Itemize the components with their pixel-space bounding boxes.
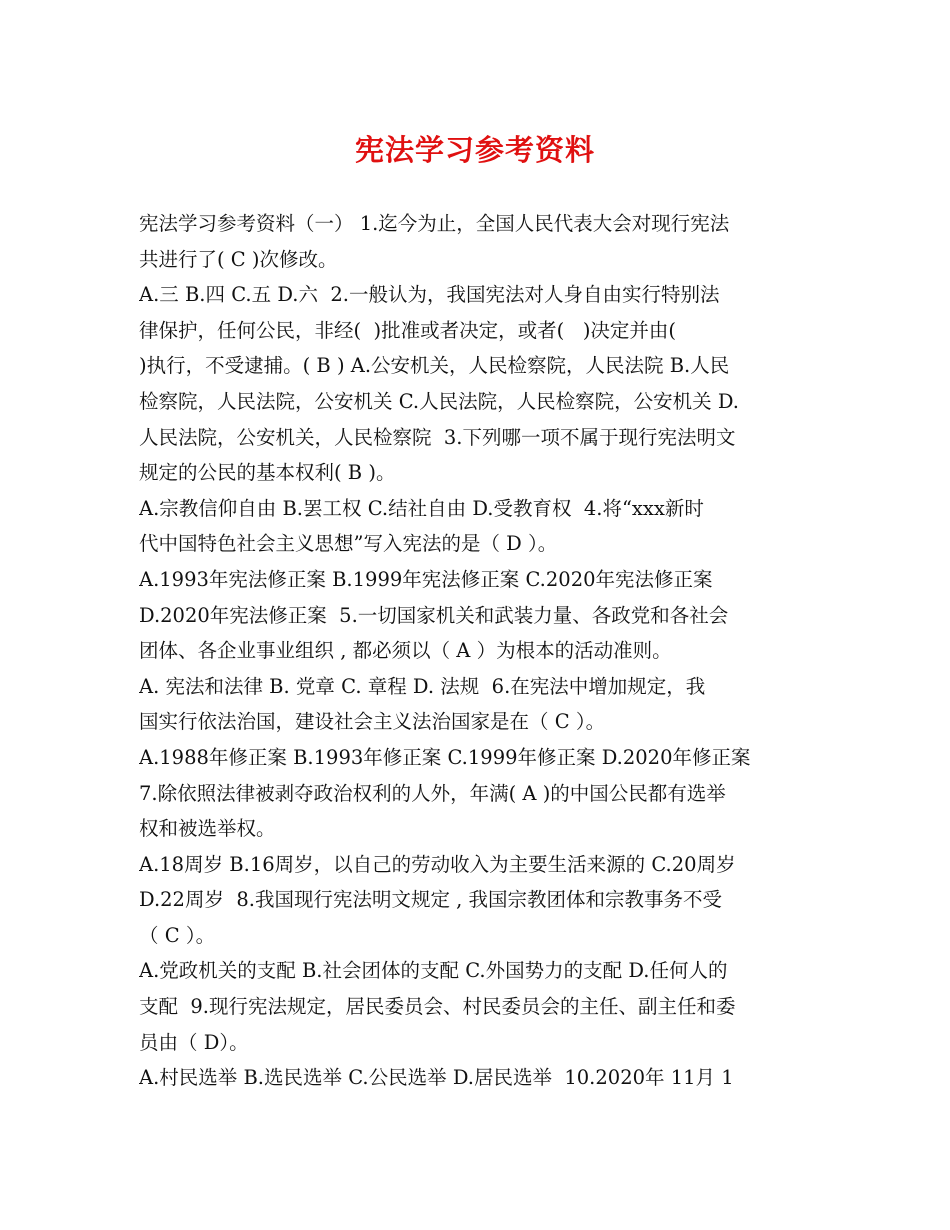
text-line: 员由（ D）。 bbox=[139, 1030, 249, 1054]
text-line: 支配 9.现行宪法规定，居民委员会、村民委员会的主任、副主任和委 bbox=[139, 995, 736, 1019]
text-line: A.村民选举 B.选民选举 C.公民选举 D.居民选举 10.2020年 11月 1 bbox=[139, 1066, 734, 1090]
text-line: D.2020年宪法修正案 5.一切国家机关和武装力量、各政党和各社会 bbox=[139, 603, 729, 627]
document-body bbox=[139, 206, 819, 1096]
text-line: 宪法学习参考资料（一） 1.迄今为止，全国人民代表大会对现行宪法 bbox=[139, 212, 730, 235]
text-line: 团体、各企业事业组织 , 都必须以（ A ）为根本的活动准则。 bbox=[139, 639, 672, 663]
text-line: 律保护，任何公民，非经( )批准或者决定，或者( )决定并由( bbox=[139, 318, 677, 342]
text-line: 7.除依照法律被剥夺政治权利的人外，年满( A )的中国公民都有选举 bbox=[139, 781, 726, 805]
text-line: 国实行依法治国，建设社会主义法治国家是在（ C ）。 bbox=[139, 710, 606, 734]
text-line: 共进行了( C )次修改。 bbox=[139, 247, 338, 271]
text-line: 代中国特色社会主义思想”写入宪法的是（ D ）。 bbox=[139, 532, 558, 556]
text-line: 权和被选举权。 bbox=[139, 817, 276, 841]
text-line: 规定的公民的基本权利( B )。 bbox=[139, 461, 396, 485]
text-line: A.18周岁 B.16周岁，以自己的劳动收入为主要生活来源的 C.20周岁 bbox=[139, 852, 736, 876]
text-line: A. 宪法和法律 B. 党章 C. 章程 D. 法规 6.在宪法中增加规定，我 bbox=[139, 674, 706, 698]
text-line: A.宗教信仰自由 B.罢工权 C.结社自由 D.受教育权 4.将“xxx新时 bbox=[139, 496, 704, 520]
text-line: 检察院，人民法院，公安机关 C.人民法院，人民检察院，公安机关 D. bbox=[139, 389, 739, 413]
text-line: 人民法院，公安机关，人民检察院 3.下列哪一项不属于现行宪法明文 bbox=[139, 425, 736, 449]
text-line: )执行，不受逮捕。( B ) A.公安机关，人民检察院，人民法院 B.人民 bbox=[139, 354, 730, 378]
text-line: A.三 B.四 C.五 D.六 2.一般认为，我国宪法对人身自由实行特别法 bbox=[139, 283, 720, 307]
text-line: A.1993年宪法修正案 B.1999年宪法修正案 C.2020年宪法修正案 bbox=[139, 567, 713, 591]
document-title: 宪法学习参考资料 bbox=[354, 133, 595, 167]
text-line: A.1988年修正案 B.1993年修正案 C.1999年修正案 D.2020年修正案 bbox=[139, 745, 751, 769]
text-line: （ C ）。 bbox=[139, 923, 216, 947]
text-line: D.22周岁 8.我国现行宪法明文规定 , 我国宗教团体和宗教事务不受 bbox=[139, 888, 723, 912]
text-line: A.党政机关的支配 B.社会团体的支配 C.外国势力的支配 D.任何人的 bbox=[139, 959, 728, 983]
